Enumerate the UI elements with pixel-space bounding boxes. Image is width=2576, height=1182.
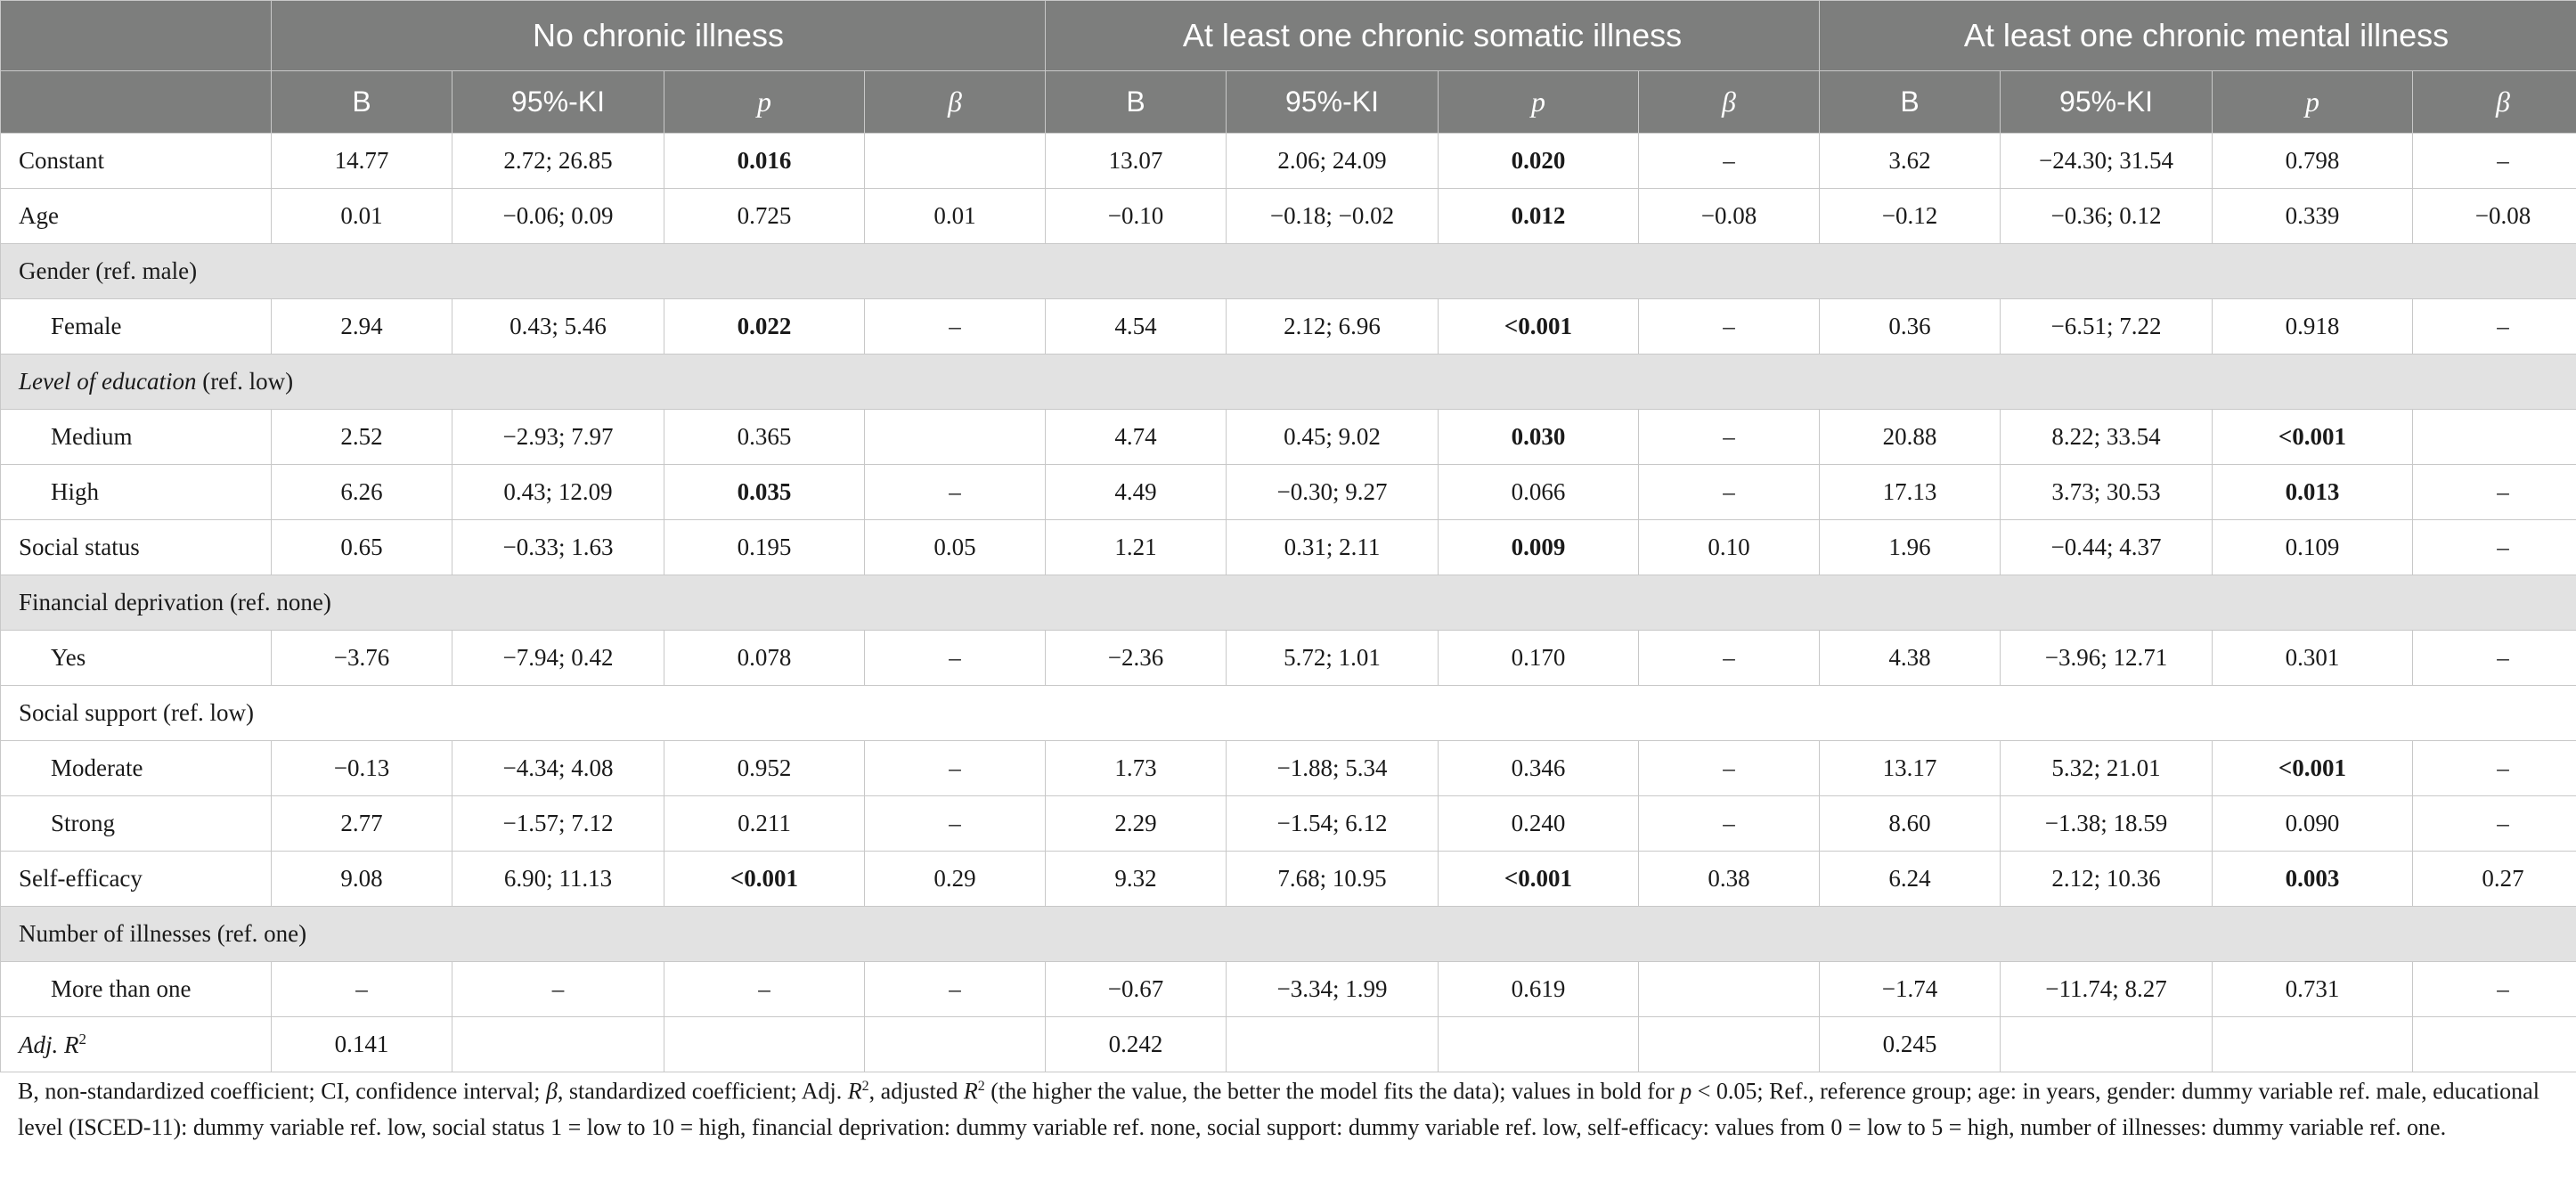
ci-value: −24.30; 31.54 [2001, 134, 2213, 189]
beta-value: – [865, 465, 1046, 520]
beta-value: −0.08 [2413, 189, 2576, 244]
beta-value: 0.05 [865, 520, 1046, 575]
section-label-suffix: (ref. low) [157, 699, 254, 726]
p-value: 0.003 [2213, 852, 2413, 907]
row-label-text: Medium [51, 423, 133, 450]
section-row [1, 244, 2576, 299]
group-header-row [1, 1, 2576, 71]
p-value: 0.109 [2213, 520, 2413, 575]
beta-value: – [1639, 299, 1820, 355]
section-label-main: Number of illnesses [19, 920, 211, 947]
beta-value [865, 410, 1046, 465]
section-label [1, 355, 2576, 410]
beta-value: – [865, 631, 1046, 686]
beta-value: −0.08 [1639, 189, 1820, 244]
p-value: <0.001 [2213, 741, 2413, 796]
ci-value: −0.18; −0.02 [1227, 189, 1439, 244]
beta-value: – [865, 299, 1046, 355]
header-corner [1, 1, 272, 71]
beta-value: – [2413, 962, 2576, 1017]
footnote-text: B, non-standardized coefficient; CI, confidence interval; [18, 1078, 546, 1105]
column-header: B [1046, 71, 1227, 134]
ci-value: 6.90; 11.13 [452, 852, 664, 907]
table-row [1, 299, 2576, 355]
ci-value [2001, 1017, 2213, 1072]
b-value: 2.52 [272, 410, 452, 465]
table-row [1, 741, 2576, 796]
b-value: 4.54 [1046, 299, 1227, 355]
beta-value: – [865, 741, 1046, 796]
p-value: 0.170 [1439, 631, 1639, 686]
row-label [1, 189, 272, 244]
section-label-suffix: (ref. none) [224, 589, 331, 615]
row-label [1, 962, 272, 1017]
ci-value: 7.68; 10.95 [1227, 852, 1439, 907]
beta-value: 0.29 [865, 852, 1046, 907]
ci-value: 0.43; 12.09 [452, 465, 664, 520]
beta-value: – [865, 796, 1046, 852]
row-label-text: Moderate [51, 754, 143, 781]
b-value: – [272, 962, 452, 1017]
ci-value: −0.33; 1.63 [452, 520, 664, 575]
column-header: p [2213, 71, 2413, 134]
p-value: 0.346 [1439, 741, 1639, 796]
ci-value: −3.34; 1.99 [1227, 962, 1439, 1017]
footnote-text: (the higher the value, the better the model fits the data); values in bold for [984, 1078, 1681, 1105]
column-header: β [865, 71, 1046, 134]
section-label-suffix: (ref. male) [89, 257, 198, 284]
column-header: p [664, 71, 865, 134]
footnote-text: , standardized coefficient; Adj. [557, 1078, 848, 1105]
row-label [1, 465, 272, 520]
row-label [1, 741, 272, 796]
p-value [664, 1017, 865, 1072]
ci-value [452, 1017, 664, 1072]
p-value: 0.035 [664, 465, 865, 520]
p-value: 0.798 [2213, 134, 2413, 189]
table-row [1, 134, 2576, 189]
table-row [1, 796, 2576, 852]
ci-value: 0.43; 5.46 [452, 299, 664, 355]
b-value: 8.60 [1820, 796, 2001, 852]
table-row [1, 465, 2576, 520]
table-row [1, 189, 2576, 244]
column-header: β [1639, 71, 1820, 134]
p-value: <0.001 [1439, 299, 1639, 355]
p-value: 0.078 [664, 631, 865, 686]
group-header: At least one chronic mental illness [1820, 1, 2576, 71]
b-value: −3.76 [272, 631, 452, 686]
b-value: −0.13 [272, 741, 452, 796]
table-row [1, 631, 2576, 686]
p-value: 0.016 [664, 134, 865, 189]
b-value: 2.94 [272, 299, 452, 355]
row-label [1, 410, 272, 465]
row-label-text: Social status [19, 534, 140, 560]
beta-value: 0.38 [1639, 852, 1820, 907]
r2-label: Adj. R [19, 1031, 79, 1058]
section-label [1, 686, 2576, 741]
row-label [1, 1017, 272, 1072]
beta-value: – [2413, 299, 2576, 355]
section-label [1, 575, 2576, 631]
beta-value [865, 1017, 1046, 1072]
p-value: 0.020 [1439, 134, 1639, 189]
beta-value [2413, 1017, 2576, 1072]
ci-value: −1.54; 6.12 [1227, 796, 1439, 852]
section-label [1, 907, 2576, 962]
footnote-italic: p [1680, 1078, 1692, 1105]
table-row [1, 520, 2576, 575]
row-label-text: Yes [51, 644, 86, 671]
p-value: 0.725 [664, 189, 865, 244]
beta-value: – [2413, 631, 2576, 686]
subheader-row [1, 71, 2576, 134]
ci-value: −1.57; 7.12 [452, 796, 664, 852]
beta-value: – [1639, 410, 1820, 465]
b-value: 0.141 [272, 1017, 452, 1072]
b-value: 13.07 [1046, 134, 1227, 189]
beta-value: 0.01 [865, 189, 1046, 244]
b-value: 1.96 [1820, 520, 2001, 575]
beta-value: – [1639, 741, 1820, 796]
p-value: 0.619 [1439, 962, 1639, 1017]
footnote-italic: β [545, 1078, 558, 1105]
p-value: 0.952 [664, 741, 865, 796]
beta-value [1639, 962, 1820, 1017]
beta-value: – [2413, 465, 2576, 520]
beta-value: – [2413, 796, 2576, 852]
ci-value: −0.30; 9.27 [1227, 465, 1439, 520]
row-label [1, 520, 272, 575]
beta-value: – [865, 962, 1046, 1017]
section-label-main: Gender [19, 257, 90, 284]
footnote-sup: 2 [977, 1079, 985, 1094]
column-header: 95%-KI [2001, 71, 2213, 134]
b-value: 6.24 [1820, 852, 2001, 907]
footnote-sup: 2 [861, 1079, 869, 1094]
footnote-text: , adjusted [868, 1078, 964, 1105]
row-label [1, 134, 272, 189]
beta-value: – [2413, 520, 2576, 575]
row-label [1, 631, 272, 686]
p-value: 0.339 [2213, 189, 2413, 244]
b-value: 0.01 [272, 189, 452, 244]
p-value: 0.090 [2213, 796, 2413, 852]
ci-value: −1.38; 18.59 [2001, 796, 2213, 852]
section-row [1, 907, 2576, 962]
ci-value: 5.72; 1.01 [1227, 631, 1439, 686]
b-value: 13.17 [1820, 741, 2001, 796]
ci-value: −4.34; 4.08 [452, 741, 664, 796]
b-value: −1.74 [1820, 962, 2001, 1017]
section-row [1, 355, 2576, 410]
ci-value: −2.93; 7.97 [452, 410, 664, 465]
section-label-main: Social support [19, 699, 158, 726]
table-row [1, 962, 2576, 1017]
b-value: 9.32 [1046, 852, 1227, 907]
ci-value: 8.22; 33.54 [2001, 410, 2213, 465]
ci-value: −0.06; 0.09 [452, 189, 664, 244]
b-value: 17.13 [1820, 465, 2001, 520]
p-value: <0.001 [664, 852, 865, 907]
ci-value [1227, 1017, 1439, 1072]
p-value: 0.365 [664, 410, 865, 465]
table-row [1, 410, 2576, 465]
row-label-text: Female [51, 313, 122, 339]
header-corner-sub [1, 71, 272, 134]
table-body [1, 134, 2576, 1072]
table-row [1, 852, 2576, 907]
beta-value: 0.10 [1639, 520, 1820, 575]
ci-value: 0.45; 9.02 [1227, 410, 1439, 465]
beta-value: – [1639, 134, 1820, 189]
p-value: 0.240 [1439, 796, 1639, 852]
p-value: 0.013 [2213, 465, 2413, 520]
r2-row [1, 1017, 2576, 1072]
p-value: – [664, 962, 865, 1017]
b-value: 3.62 [1820, 134, 2001, 189]
b-value: 4.49 [1046, 465, 1227, 520]
row-label-text: Strong [51, 810, 116, 836]
group-header: At least one chronic somatic illness [1046, 1, 1820, 71]
table-header [1, 1, 2576, 134]
beta-value [865, 134, 1046, 189]
section-label-main: Financial deprivation [19, 589, 224, 615]
b-value: 14.77 [272, 134, 452, 189]
b-value: −0.67 [1046, 962, 1227, 1017]
b-value: 4.38 [1820, 631, 2001, 686]
p-value: 0.195 [664, 520, 865, 575]
b-value: 0.36 [1820, 299, 2001, 355]
ci-value: −6.51; 7.22 [2001, 299, 2213, 355]
row-label-text: Age [19, 202, 59, 229]
ci-value: −1.88; 5.34 [1227, 741, 1439, 796]
ci-value: −11.74; 8.27 [2001, 962, 2213, 1017]
b-value: −2.36 [1046, 631, 1227, 686]
b-value: 2.29 [1046, 796, 1227, 852]
beta-value: – [2413, 134, 2576, 189]
column-header: β [2413, 71, 2576, 134]
ci-value: 5.32; 21.01 [2001, 741, 2213, 796]
ci-value: −0.36; 0.12 [2001, 189, 2213, 244]
ci-value: – [452, 962, 664, 1017]
ci-value: −7.94; 0.42 [452, 631, 664, 686]
row-label-text: High [51, 478, 99, 505]
p-value: 0.030 [1439, 410, 1639, 465]
ci-value: −0.44; 4.37 [2001, 520, 2213, 575]
b-value: 0.245 [1820, 1017, 2001, 1072]
row-label [1, 299, 272, 355]
r2-label-sup: 2 [78, 1030, 86, 1047]
p-value [1439, 1017, 1639, 1072]
section-row [1, 686, 2576, 741]
ci-value: 2.72; 26.85 [452, 134, 664, 189]
p-value: 0.066 [1439, 465, 1639, 520]
b-value: 2.77 [272, 796, 452, 852]
p-value: 0.731 [2213, 962, 2413, 1017]
section-label-suffix: (ref. one) [210, 920, 307, 947]
row-label-text: Self-efficacy [19, 865, 143, 892]
column-header: 95%-KI [1227, 71, 1439, 134]
footnote-text: < 0.05; Ref., reference group; age: in years, gender: dummy variable ref. male, educational level (ISCED-11): dummy variable ref. low, social status 1 = low to 10 = high, financial deprivation: dummy variable ref. none, social support: dummy variable ref. low, self-efficacy: values from 0 = low to 5 = high, number of illnesses: dummy variable ref. one. [18, 1078, 2539, 1140]
row-label [1, 852, 272, 907]
b-value: 20.88 [1820, 410, 2001, 465]
section-label-main: Level of education [19, 368, 197, 395]
ci-value: 3.73; 30.53 [2001, 465, 2213, 520]
beta-value [1639, 1017, 1820, 1072]
ci-value: 0.31; 2.11 [1227, 520, 1439, 575]
beta-value: – [1639, 465, 1820, 520]
b-value: 6.26 [272, 465, 452, 520]
b-value: 1.21 [1046, 520, 1227, 575]
section-label-suffix: (ref. low) [196, 368, 294, 395]
row-label [1, 796, 272, 852]
ci-value: 2.06; 24.09 [1227, 134, 1439, 189]
ci-value: 2.12; 6.96 [1227, 299, 1439, 355]
p-value: 0.301 [2213, 631, 2413, 686]
p-value: 0.009 [1439, 520, 1639, 575]
group-header: No chronic illness [272, 1, 1046, 71]
beta-value [2413, 410, 2576, 465]
footnote-italic: R [847, 1078, 862, 1105]
column-header: 95%-KI [452, 71, 664, 134]
beta-value: – [2413, 741, 2576, 796]
beta-value: 0.27 [2413, 852, 2576, 907]
section-row [1, 575, 2576, 631]
table-footnote [18, 1069, 2558, 1145]
p-value: 0.211 [664, 796, 865, 852]
beta-value: – [1639, 631, 1820, 686]
b-value: 0.65 [272, 520, 452, 575]
ci-value: −3.96; 12.71 [2001, 631, 2213, 686]
beta-value: – [1639, 796, 1820, 852]
p-value [2213, 1017, 2413, 1072]
p-value: 0.022 [664, 299, 865, 355]
column-header: B [1820, 71, 2001, 134]
b-value: −0.10 [1046, 189, 1227, 244]
column-header: B [272, 71, 452, 134]
b-value: −0.12 [1820, 189, 2001, 244]
b-value: 4.74 [1046, 410, 1227, 465]
b-value: 1.73 [1046, 741, 1227, 796]
row-label-text: More than one [51, 975, 192, 1002]
p-value: <0.001 [2213, 410, 2413, 465]
p-value: 0.918 [2213, 299, 2413, 355]
row-label-text: Constant [19, 147, 105, 174]
p-value: <0.001 [1439, 852, 1639, 907]
b-value: 0.242 [1046, 1017, 1227, 1072]
section-label [1, 244, 2576, 299]
b-value: 9.08 [272, 852, 452, 907]
footnote-italic: R [963, 1078, 978, 1105]
ci-value: 2.12; 10.36 [2001, 852, 2213, 907]
p-value: 0.012 [1439, 189, 1639, 244]
column-header: p [1439, 71, 1639, 134]
